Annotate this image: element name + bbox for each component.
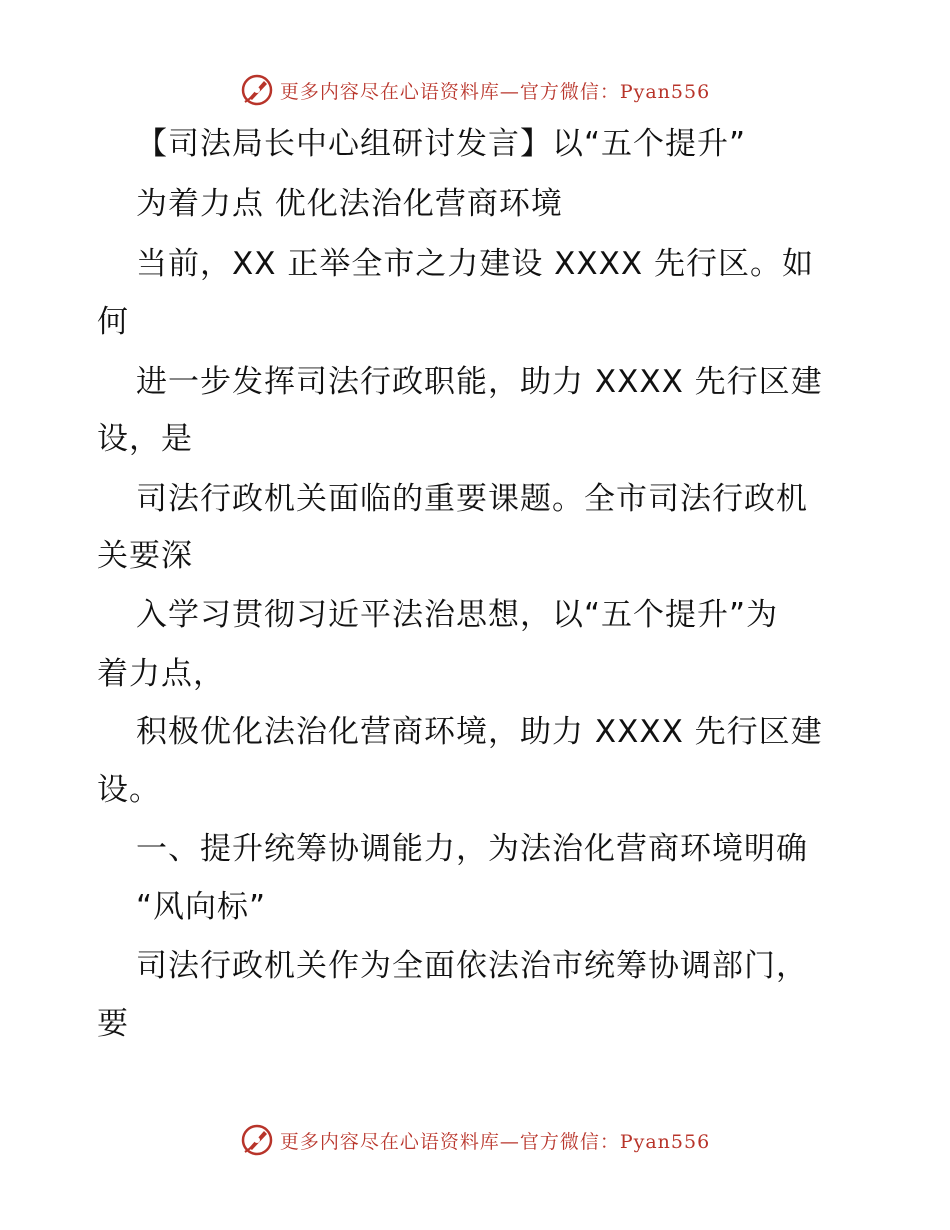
quill-pen-icon <box>240 1123 274 1157</box>
section-heading-line-1: 一、提升统筹协调能力，为法治化营商环境明确 <box>136 831 808 867</box>
paragraph-line: 进一步发挥司法行政职能，助力 XXXX 先行区建 <box>136 364 823 400</box>
footer-banner <box>0 1120 950 1160</box>
header-banner-text: 更多内容尽在心语资料库—官方微信：Pyan556 <box>279 80 711 103</box>
paragraph-line: 设，是 <box>97 421 193 457</box>
paragraph-line: 积极优化法治化营商环境，助力 XXXX 先行区建 <box>136 714 823 750</box>
document-title-line-1: 【司法局长中心组研讨发言】以“五个提升” <box>136 126 747 162</box>
paragraph-line: 入学习贯彻习近平法治思想，以“五个提升”为 <box>136 597 779 633</box>
paragraph-line: 要 <box>97 1006 129 1042</box>
paragraph-line: 着力点， <box>97 656 225 692</box>
paragraph-line: 关要深 <box>97 538 193 574</box>
paragraph-line: 何 <box>97 304 129 340</box>
paragraph-line: 当前，XX 正举全市之力建设 XXXX 先行区。如 <box>136 246 814 282</box>
paragraph-line: 司法行政机关面临的重要课题。全市司法行政机 <box>136 481 808 517</box>
paragraph-line: 司法行政机关作为全面依法治市统筹协调部门， <box>136 948 808 984</box>
document-title-line-2: 为着力点 优化法治化营商环境 <box>136 186 563 222</box>
footer-banner-text: 更多内容尽在心语资料库—官方微信：Pyan556 <box>279 1130 711 1153</box>
quill-pen-icon <box>240 73 274 107</box>
section-heading-line-2: “风向标” <box>136 889 267 925</box>
header-banner <box>0 70 950 110</box>
paragraph-line: 设。 <box>97 772 161 808</box>
